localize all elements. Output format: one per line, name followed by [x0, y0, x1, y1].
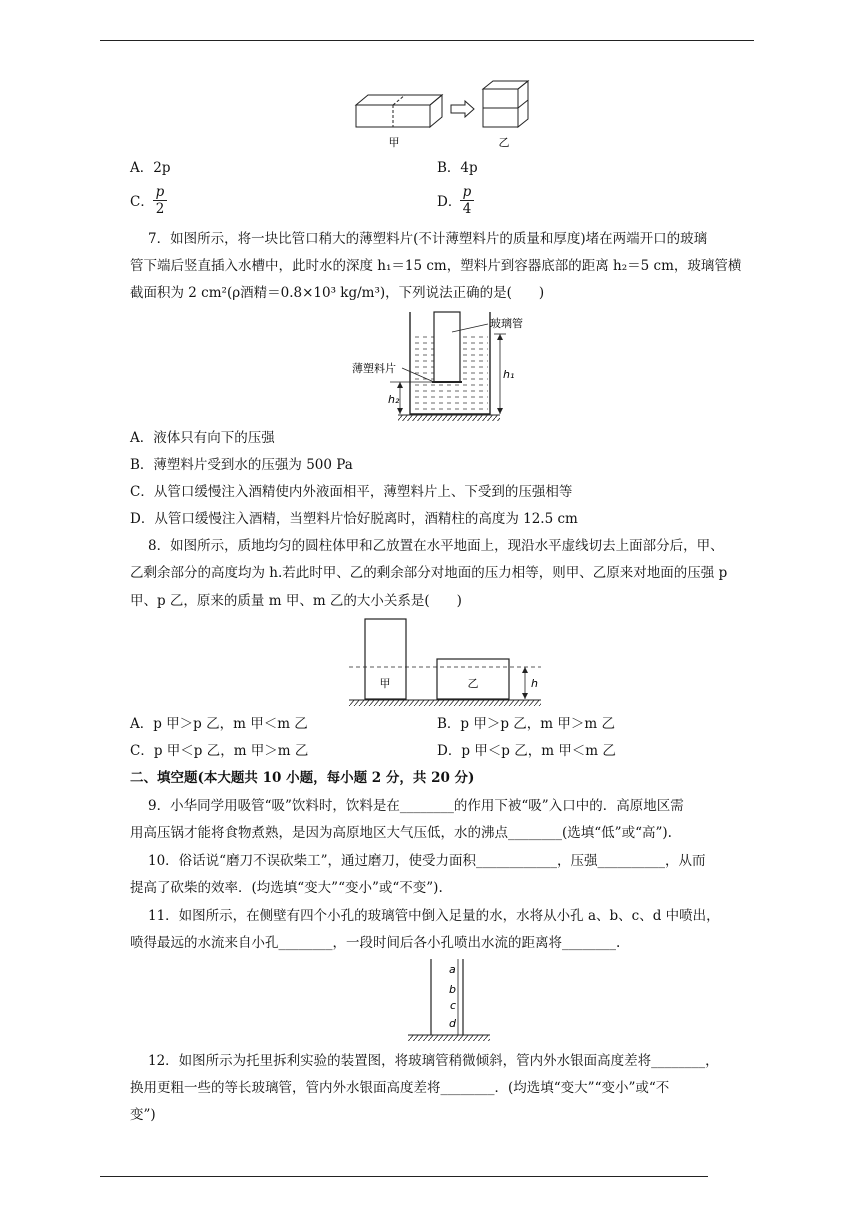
- q12-line1: 12．如图所示为托里拆利实验的装置图，将玻璃管稍微倾斜，管内外水银面高度差将________，: [148, 1053, 719, 1069]
- q8-figure: [345, 615, 555, 707]
- q6-figure: [350, 75, 550, 155]
- q11-fig-c: c: [450, 999, 457, 1012]
- q7-line1: 7．如图所示，将一块比管口稍大的薄塑料片(不计薄塑料片的质量和厚度)堵在两端开口的玻璃: [148, 231, 708, 247]
- q7-option-b: B．薄塑料片受到水的压强为 500 Pa: [130, 457, 353, 473]
- q6-c-numerator: p: [153, 184, 167, 201]
- q9-line2: 用高压锅才能将食物煮熟，是因为高原地区大气压低，水的沸点________(选填“低”或“高”).: [130, 825, 672, 841]
- section2-heading: 二、填空题(本大题共 10 小题，每小题 2 分，共 20 分): [130, 770, 475, 786]
- q7-option-c: C．从管口缓慢注入酒精使内外液面相平，薄塑料片上、下受到的压强相等: [130, 484, 573, 500]
- q8-fig-yi: 乙: [467, 677, 479, 690]
- q6-c-denominator: 2: [155, 201, 165, 217]
- q10-line2: 提高了砍柴的效率．(均选填“变大”“变小”或“不变”).: [130, 880, 443, 896]
- q11-fig-b: b: [449, 983, 456, 996]
- q7-fig-label-sheet: 薄塑料片: [352, 362, 396, 375]
- q7-fig-label-tube: 玻璃管: [490, 317, 523, 330]
- q11-figure: [400, 955, 500, 1045]
- q8-option-b: B．p 甲＞p 乙，m 甲＞m 乙: [437, 716, 615, 732]
- q12-line2: 换用更粗一些的等长玻璃管，管内外水银面高度差将________．(均选填“变大”“变小”或“不: [130, 1080, 670, 1096]
- q6-option-a: A．2p: [130, 160, 171, 176]
- q6-option-d-prefix: D．: [437, 194, 462, 210]
- q11-fig-d: d: [449, 1017, 456, 1030]
- footer-rule: [100, 1176, 708, 1177]
- q7-fig-h2: h₂: [388, 393, 400, 406]
- q7-figure: [350, 310, 560, 425]
- q11-line1: 11．如图所示，在侧壁有四个小孔的玻璃管中倒入足量的水，水将从小孔 a、b、c、d 中喷出，: [148, 908, 720, 924]
- q8-line3: 甲、p 乙，原来的质量 m 甲、m 乙的大小关系是( ): [130, 593, 462, 609]
- q7-line3: 截面积为 2 cm²(ρ酒精＝0.8×10³ kg/m³)，下列说法正确的是( ): [130, 285, 545, 301]
- q12-line3: 变”): [130, 1107, 156, 1123]
- q8-option-c: C．p 甲＜p 乙，m 甲＞m 乙: [130, 743, 309, 759]
- q11-line2: 喷得最远的水流来自小孔________，一段时间后各小孔喷出水流的距离将________.: [130, 935, 621, 951]
- q6-d-numerator: p: [460, 184, 474, 201]
- q7-option-a: A．液体只有向下的压强: [130, 430, 275, 446]
- q6-label-jia: 甲: [388, 136, 400, 149]
- q6-option-b: B．4p: [437, 160, 478, 176]
- q7-fig-h1: h₁: [503, 368, 515, 381]
- q8-option-a: A．p 甲＞p 乙，m 甲＜m 乙: [130, 716, 308, 732]
- q7-option-d: D．从管口缓慢注入酒精，当塑料片恰好脱离时，酒精柱的高度为 12.5 cm: [130, 511, 578, 527]
- q6-d-denominator: 4: [462, 201, 472, 217]
- q8-fig-h: h: [531, 677, 538, 690]
- q8-line2: 乙剩余部分的高度均为 h.若此时甲、乙的剩余部分对地面的压力相等，则甲、乙原来对地面的压强 p: [130, 565, 728, 581]
- q9-line1: 9．小华同学用吸管“吸”饮料时，饮料是在________的作用下被“吸”入口中的．高原地区需: [148, 798, 684, 814]
- q11-fig-a: a: [449, 963, 456, 976]
- q7-line2: 管下端后竖直插入水槽中，此时水的深度 h₁＝15 cm，塑料片到容器底部的距离 h₂＝5 cm，玻璃管横: [130, 258, 742, 274]
- q6-option-c-fraction: [153, 184, 167, 217]
- q8-line1: 8．如图所示，质地均匀的圆柱体甲和乙放置在水平地面上，现沿水平虚线切去上面部分后，甲、: [148, 538, 724, 554]
- header-rule: [100, 40, 754, 41]
- q6-label-yi: 乙: [498, 136, 510, 149]
- q8-option-d: D．p 甲＜p 乙，m 甲＜m 乙: [437, 743, 616, 759]
- q6-option-d-fraction: [460, 184, 474, 217]
- q6-option-c-prefix: C．: [130, 194, 154, 210]
- q10-line1: 10．俗话说“磨刀不误砍柴工”，通过磨刀，使受力面积____________，压强__________，从而: [148, 853, 706, 869]
- q8-fig-jia: 甲: [379, 677, 391, 690]
